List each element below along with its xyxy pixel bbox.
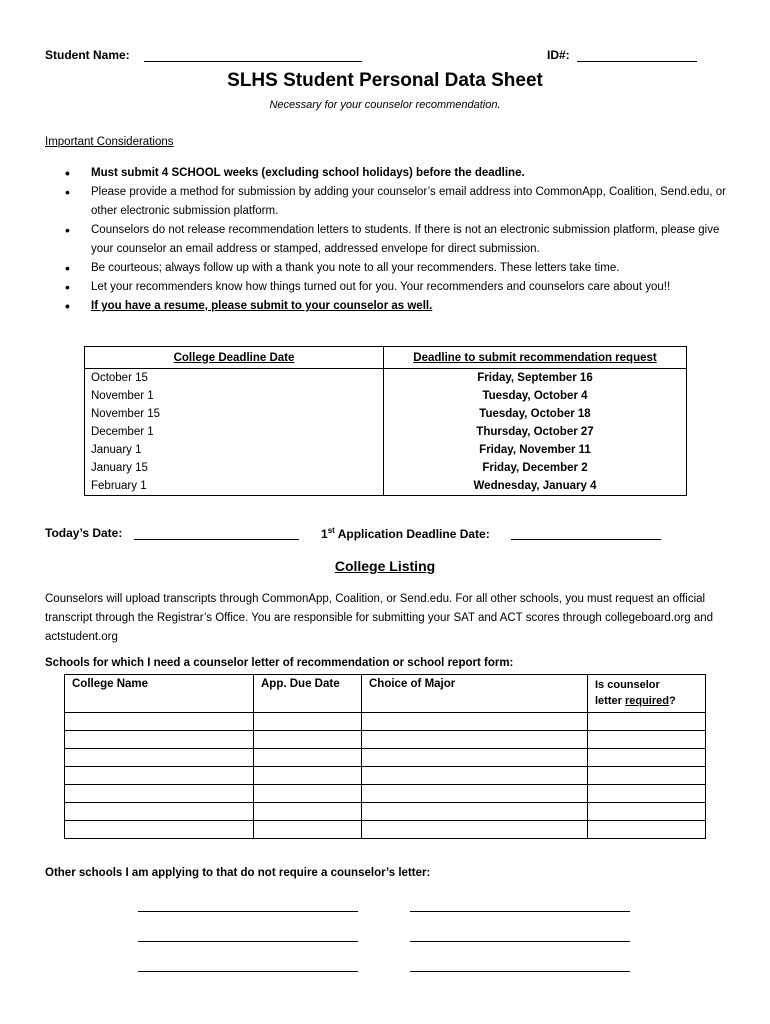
list-item: • If you have a resume, please submit to your counselor as well. bbox=[65, 297, 729, 316]
table-cell[interactable] bbox=[254, 713, 362, 731]
schools-body bbox=[65, 713, 706, 839]
page-subtitle: Necessary for your counselor recommendation. bbox=[269, 99, 501, 111]
table-cell[interactable] bbox=[588, 803, 706, 821]
student-name-label: Student Name: bbox=[45, 48, 130, 62]
list-item: • Be courteous; always follow up with a thank you note to all your recommenders. These letters take time. bbox=[65, 259, 729, 278]
table-cell: Friday, September 16 bbox=[384, 369, 687, 388]
table-cell: Friday, December 2 bbox=[384, 459, 687, 477]
table-cell[interactable] bbox=[588, 785, 706, 803]
other-schools-heading: Other schools I am applying to that do not require a counselor’s letter: bbox=[45, 867, 431, 879]
table-cell[interactable] bbox=[588, 749, 706, 767]
table-cell[interactable] bbox=[65, 821, 254, 839]
first-deadline-label bbox=[321, 526, 490, 541]
list-item: • Counselors do not release recommendation letters to students. If there is not an electronic submission platform, please give your counselor an email address or stamped, addressed envelope for direct submission. bbox=[65, 221, 729, 259]
other-school-line[interactable] bbox=[138, 911, 358, 912]
first-deadline-sup: st bbox=[327, 526, 335, 535]
table-cell[interactable] bbox=[588, 731, 706, 749]
table-cell[interactable] bbox=[254, 749, 362, 767]
table-row bbox=[85, 423, 687, 441]
letter-required-word: required bbox=[624, 695, 669, 707]
table-cell[interactable] bbox=[362, 803, 588, 821]
college-listing-heading: College Listing bbox=[334, 558, 436, 574]
table-cell: Friday, November 11 bbox=[384, 441, 687, 459]
table-cell: December 1 bbox=[85, 423, 384, 441]
table-row bbox=[65, 749, 706, 767]
list-item: • Let your recommenders know how things turned out for you. Your recommenders and counselors care about you!! bbox=[65, 278, 729, 297]
table-header-row bbox=[65, 675, 706, 713]
other-school-line[interactable] bbox=[138, 971, 358, 972]
deadline-table bbox=[84, 346, 687, 496]
table-cell: November 15 bbox=[85, 405, 384, 423]
table-cell[interactable] bbox=[362, 731, 588, 749]
first-deadline-field[interactable] bbox=[511, 526, 661, 540]
other-school-line[interactable] bbox=[410, 971, 630, 972]
table-cell: Thursday, October 27 bbox=[384, 423, 687, 441]
other-school-line[interactable] bbox=[410, 911, 630, 912]
table-row bbox=[85, 477, 687, 496]
table-cell[interactable] bbox=[254, 821, 362, 839]
table-cell: January 1 bbox=[85, 441, 384, 459]
table-cell[interactable] bbox=[65, 767, 254, 785]
table-cell[interactable] bbox=[65, 803, 254, 821]
table-cell[interactable] bbox=[254, 767, 362, 785]
other-school-line[interactable] bbox=[138, 941, 358, 942]
table-cell[interactable] bbox=[588, 713, 706, 731]
table-cell[interactable] bbox=[254, 803, 362, 821]
first-deadline-suffix: Application Deadline Date: bbox=[334, 527, 490, 541]
table-row bbox=[65, 785, 706, 803]
table-row bbox=[85, 369, 687, 388]
considerations-heading: Important Considerations bbox=[45, 136, 174, 148]
table-cell[interactable] bbox=[362, 713, 588, 731]
first-deadline-prefix: 1 bbox=[321, 527, 328, 541]
table-cell[interactable] bbox=[588, 767, 706, 785]
letter-required-q: ? bbox=[668, 695, 676, 707]
table-cell: Tuesday, October 18 bbox=[384, 405, 687, 423]
student-name-field[interactable] bbox=[144, 48, 362, 62]
table-row bbox=[65, 767, 706, 785]
table-cell[interactable] bbox=[254, 731, 362, 749]
table-cell[interactable] bbox=[65, 749, 254, 767]
table-cell[interactable] bbox=[362, 767, 588, 785]
table-row bbox=[85, 441, 687, 459]
other-school-line[interactable] bbox=[410, 941, 630, 942]
id-label: ID#: bbox=[547, 48, 570, 62]
college-listing-text: Counselors will upload transcripts through CommonApp, Coalition, or Send.edu. For all other schools, you must request an official transcript through the Registrar’s Office. You are responsible for submitting your SAT and ACT scores through collegeboard.org and actstudent.org bbox=[45, 593, 714, 643]
table-row bbox=[85, 387, 687, 405]
table-row bbox=[85, 405, 687, 423]
todays-date-field[interactable] bbox=[134, 526, 299, 540]
schools-table bbox=[64, 674, 706, 839]
table-header-row bbox=[85, 347, 687, 369]
table-cell: January 15 bbox=[85, 459, 384, 477]
letter-required-line1: Is counselor bbox=[595, 679, 660, 691]
column-header-letter-required bbox=[588, 675, 706, 713]
table-cell[interactable] bbox=[362, 785, 588, 803]
table-cell[interactable] bbox=[362, 821, 588, 839]
column-header: College Deadline Date bbox=[85, 347, 384, 369]
list-item: • Must submit 4 SCHOOL weeks (excluding school holidays) before the deadline. bbox=[65, 164, 729, 183]
table-cell: February 1 bbox=[85, 477, 384, 496]
table-cell: Wednesday, January 4 bbox=[384, 477, 687, 496]
table-cell[interactable] bbox=[65, 731, 254, 749]
table-cell[interactable] bbox=[362, 749, 588, 767]
table-row bbox=[65, 731, 706, 749]
id-field[interactable] bbox=[577, 48, 697, 62]
table-row bbox=[65, 821, 706, 839]
table-cell: Tuesday, October 4 bbox=[384, 387, 687, 405]
considerations-list bbox=[65, 164, 729, 316]
column-header-major: Choice of Major bbox=[362, 675, 588, 713]
table-cell[interactable] bbox=[254, 785, 362, 803]
letter-required-line2: letter bbox=[595, 695, 625, 707]
column-header-due-date: App. Due Date bbox=[254, 675, 362, 713]
list-item: • Please provide a method for submission by adding your counselor’s email address into CommonApp, Coalition, Send.edu, or other electronic submission platform. bbox=[65, 183, 729, 221]
table-cell[interactable] bbox=[65, 785, 254, 803]
page-title: SLHS Student Personal Data Sheet bbox=[227, 70, 543, 91]
table-row bbox=[85, 459, 687, 477]
table-cell[interactable] bbox=[588, 821, 706, 839]
schools-heading: Schools for which I need a counselor letter of recommendation or school report form: bbox=[45, 657, 514, 669]
todays-date-label: Today’s Date: bbox=[45, 526, 123, 540]
table-row bbox=[65, 713, 706, 731]
column-header: Deadline to submit recommendation request bbox=[384, 347, 687, 369]
table-cell: November 1 bbox=[85, 387, 384, 405]
table-row bbox=[65, 803, 706, 821]
table-cell: October 15 bbox=[85, 369, 384, 388]
table-cell[interactable] bbox=[65, 713, 254, 731]
column-header-college: College Name bbox=[65, 675, 254, 713]
